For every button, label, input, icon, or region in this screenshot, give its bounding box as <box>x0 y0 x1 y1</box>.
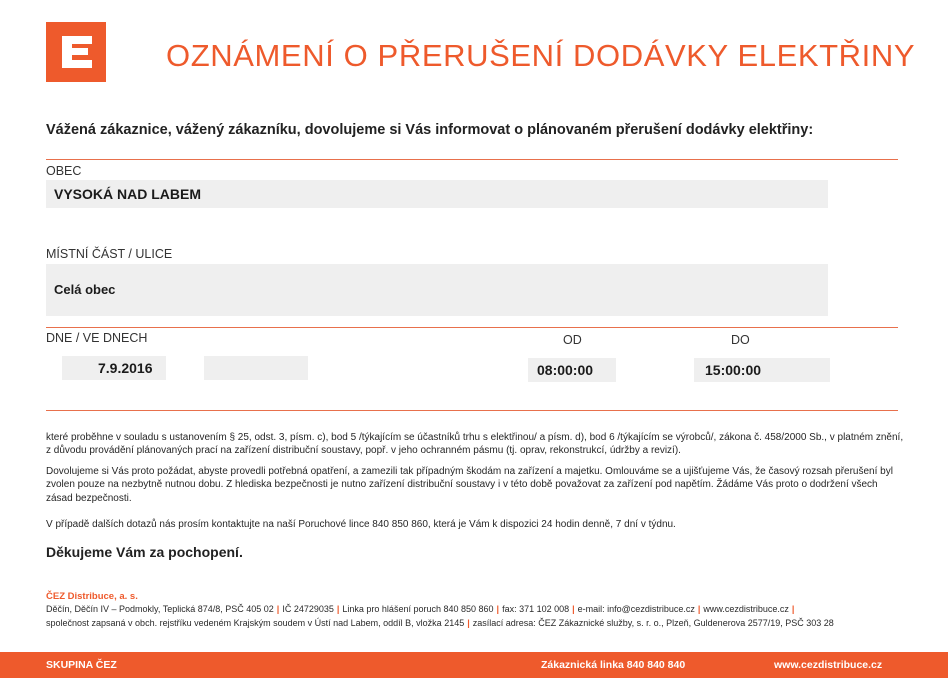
thanks-text: Děkujeme Vám za pochopení. <box>46 544 243 560</box>
footer-email: e-mail: info@cezdistribuce.cz <box>577 604 695 614</box>
customer-line: Zákaznická linka 840 840 840 <box>541 659 686 671</box>
dne-value: 7.9.2016 <box>98 360 153 376</box>
footer-web: www.cezdistribuce.cz <box>703 604 789 614</box>
footer-mail-address: zasílací adresa: ČEZ Zákaznické služby, s. r. o., Plzeň, Guldenerova 2577/19, PSČ 303 28 <box>472 618 834 628</box>
do-label: DO <box>731 333 750 347</box>
footer-company: ČEZ Distribuce, a. s. <box>46 591 138 602</box>
obec-value: VYSOKÁ NAD LABEM <box>54 186 202 202</box>
footer-hotline: Linka pro hlášení poruch 840 850 860 <box>342 604 494 614</box>
footer-contact-line: Děčín, Děčín IV – Podmokly, Teplická 874/8, PSČ 405 02 | IČ 24729035 | Linka pro hlášení poruch 840 850 860 | fax: 371 102 008 | e-mail: info@cezdistribuce.cz | www.cezdistribuce.cz | <box>46 604 795 614</box>
intro-text: Vážená zákaznice, vážený zákazníku, dovolujeme si Vás informovat o plánovaném přerušení dodávky elektřiny: <box>46 122 814 138</box>
obec-label: OBEC <box>46 164 82 178</box>
body-paragraph-contact: V případě dalších dotazů nás prosím kontaktujte na naší Poruchové lince 840 850 860, která je Vám k dispozici 24 hodin denně, 7 dní v týdnu. <box>46 519 676 530</box>
footer-register-line: společnost zapsaná v obch. rejstříku vedeném Krajským soudem v Ústí nad Labem, oddíl B, vložka 2145 | zasílací adresa: ČEZ Zákaznické služby, s. r. o., Plzeň, Guldenerova 2577/19, PSČ 303 28 <box>46 618 834 628</box>
page-title: OZNÁMENÍ O PŘERUŠENÍ DODÁVKY ELEKTŘINY <box>166 38 916 73</box>
footer-register: společnost zapsaná v obch. rejstříku vedeném Krajským soudem v Ústí nad Labem, oddíl B, vložka 2145 <box>46 618 465 628</box>
divider <box>46 159 898 160</box>
cast-value: Celá obec <box>54 282 116 297</box>
dne-label: DNE / VE DNECH <box>46 331 148 345</box>
footer-ico: IČ 24729035 <box>282 604 334 614</box>
divider <box>46 327 898 328</box>
bottom-bar <box>0 652 948 678</box>
cez-logo-icon <box>46 22 106 82</box>
od-value: 08:00:00 <box>537 362 594 378</box>
do-value: 15:00:00 <box>705 362 762 378</box>
footer-fax: fax: 371 102 008 <box>502 604 570 614</box>
dne-extra-field <box>204 356 308 380</box>
od-label: OD <box>563 333 582 347</box>
cast-label: MÍSTNÍ ČÁST / ULICE <box>46 247 173 261</box>
cast-field <box>46 264 828 316</box>
footer-address: Děčín, Děčín IV – Podmokly, Teplická 874/8, PSČ 405 02 <box>46 604 274 614</box>
website-label: www.cezdistribuce.cz <box>774 659 883 671</box>
group-label: SKUPINA ČEZ <box>46 659 117 671</box>
body-paragraph-legal: které proběhne v souladu s ustanovením § 25, odst. 3, písm. c), bod 5 /týkajícím se účastníků trhu s elektřinou/ a písm. d), bod 6 /týkajícím se výrobců/, zákona č. 458/2000 Sb., v platném znění, z důvodu provádění plánovaných prací na zařízení distribuční soustavy, popř. v jeho ochranném pásmu (tj. oprav, rekonstrukcí, údržby a revizí). <box>46 432 904 457</box>
body-paragraph-request: Dovolujeme si Vás proto požádat, abyste provedli potřebná opatření, a zamezili tak případným škodám na zařízení a majetku. Omlouváme se a ujišťujeme Vás, že časový rozsah přerušení byl zvolen pouze na nezbytně nutnou dobu. Z hlediska bezpečnosti je nutno zařízení distribuční soustavy i v této době považovat za zařízení pod napětím. Žádáme Vás proto o dodržení všech zásad bezpečnosti. <box>46 466 893 504</box>
divider <box>46 410 898 411</box>
